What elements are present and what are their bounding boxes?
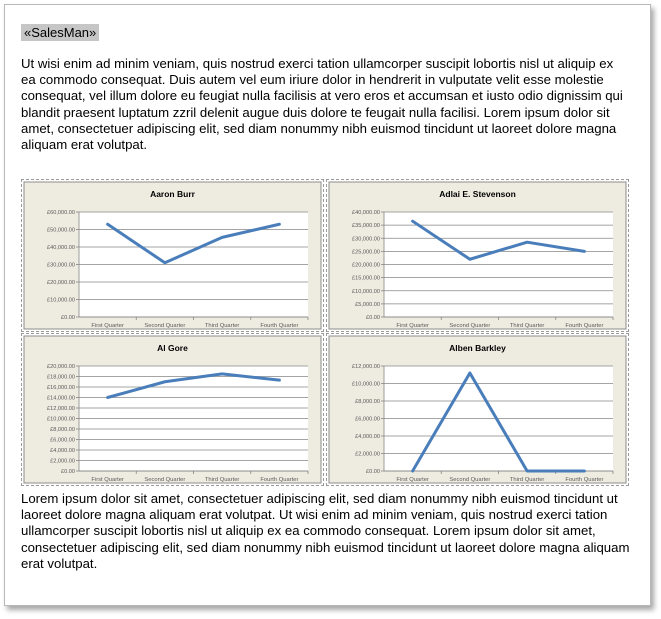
y-tick-label: £6,000.00 [50, 437, 75, 444]
y-tick-label: £60,000.00 [47, 210, 75, 216]
line-chart [22, 180, 323, 331]
y-tick-label: £20,000.00 [47, 280, 75, 286]
y-tick-label: £4,000.00 [355, 434, 380, 440]
x-tick-label: First Quarter [91, 477, 124, 483]
body-paragraph: Lorem ipsum dolor sit amet, consectetuer adipiscing elit, sed diam nonummy nibh euismod tincidunt ut laoreet dolore magna aliquam erat volutpat. Ut wisi enim ad minim veniam, quis nostrud exerci tation ullamcorper suscipit lobortis nisl ut aliquip ex ea commodo consequat. Lorem ipsum dolor sit amet, consectetuer adipiscing elit, sed diam nonummy nibh euismod tincidunt ut laoreet dolore magna aliquam erat volutpat. [21, 491, 630, 571]
y-tick-label: £40,000.00 [352, 210, 380, 216]
y-tick-label: £4,000.00 [50, 448, 75, 454]
x-tick-label: Second Quarter [449, 323, 491, 329]
x-tick-label: Fourth Quarter [260, 323, 299, 329]
y-tick-label: £0.00 [61, 315, 75, 321]
y-tick-label: £35,000.00 [352, 223, 380, 230]
y-tick-label: £2,000.00 [355, 451, 380, 458]
chart-cell[interactable] [21, 333, 324, 486]
y-tick-label: £20,000.00 [352, 262, 380, 269]
x-tick-label: Second Quarter [449, 477, 491, 483]
x-tick-label: Third Quarter [204, 323, 240, 329]
chart-title: Adlai E. Stevenson [439, 189, 516, 199]
y-tick-label: £10,000.00 [352, 288, 380, 295]
y-tick-label: £16,000.00 [47, 385, 75, 391]
y-tick-label: £6,000.00 [355, 416, 380, 423]
x-tick-label: Fourth Quarter [565, 323, 604, 329]
y-tick-label: £0.00 [61, 469, 75, 475]
y-tick-label: £12,000.00 [352, 364, 380, 370]
chart-cell[interactable] [326, 179, 629, 332]
y-tick-label: £30,000.00 [352, 236, 380, 243]
chart-title: Alben Barkley [449, 343, 506, 353]
chart-table [21, 179, 629, 486]
x-tick-label: First Quarter [396, 477, 429, 483]
x-tick-label: Third Quarter [204, 477, 240, 483]
x-tick-label: Third Quarter [509, 477, 545, 483]
line-chart [327, 180, 628, 331]
x-tick-label: Second Quarter [144, 477, 186, 483]
y-tick-label: £5,000.00 [355, 301, 380, 308]
chart-title: Al Gore [157, 343, 188, 353]
line-chart [327, 334, 628, 485]
y-tick-label: £14,000.00 [47, 395, 75, 402]
chart-cell[interactable] [21, 179, 324, 332]
y-tick-label: £50,000.00 [47, 227, 75, 234]
x-tick-label: Fourth Quarter [260, 477, 299, 483]
y-tick-label: £8,000.00 [355, 399, 380, 405]
y-tick-label: £25,000.00 [352, 249, 380, 256]
y-tick-label: £12,000.00 [47, 406, 75, 412]
document-page [4, 4, 651, 606]
y-tick-label: £8,000.00 [50, 427, 75, 433]
y-tick-label: £0.00 [366, 469, 380, 475]
x-tick-label: Second Quarter [144, 323, 186, 329]
y-tick-label: £0.00 [366, 315, 380, 321]
y-tick-label: £15,000.00 [352, 275, 380, 282]
y-tick-label: £30,000.00 [47, 262, 75, 269]
chart-cell[interactable] [326, 333, 629, 486]
x-tick-label: Fourth Quarter [565, 477, 604, 483]
y-tick-label: £10,000.00 [47, 416, 75, 423]
line-chart [22, 334, 323, 485]
y-tick-label: £40,000.00 [47, 245, 75, 251]
chart-title: Aaron Burr [150, 189, 195, 199]
y-tick-label: £18,000.00 [47, 374, 75, 381]
y-tick-label: £10,000.00 [352, 381, 380, 388]
x-tick-label: Third Quarter [509, 323, 545, 329]
y-tick-label: £2,000.00 [50, 458, 75, 465]
body-paragraph: Ut wisi enim ad minim veniam, quis nostrud exerci tation ullamcorper suscipit lobortis nisl ut aliquip ex ea commodo consequat. Duis autem vel eum iriure dolor in hendrerit in vulputate velit esse molestie consequat, vel illum dolore eu feugiat nulla facilisis at vero eros et accumsan et iusto odio dignissim qui blandit praesent luptatum zzril delenit augue duis dolore te feugait nulla facilisi. Lorem ipsum dolor sit amet, consectetuer adipiscing elit, sed diam nonummy nibh euismod tincidunt ut laoreet dolore magna aliquam erat volutpat. [21, 56, 623, 153]
x-tick-label: First Quarter [91, 323, 124, 329]
y-tick-label: £10,000.00 [47, 297, 75, 304]
merge-field-salesman[interactable]: «SalesMan» [21, 24, 99, 41]
x-tick-label: First Quarter [396, 323, 429, 329]
y-tick-label: £20,000.00 [47, 364, 75, 370]
